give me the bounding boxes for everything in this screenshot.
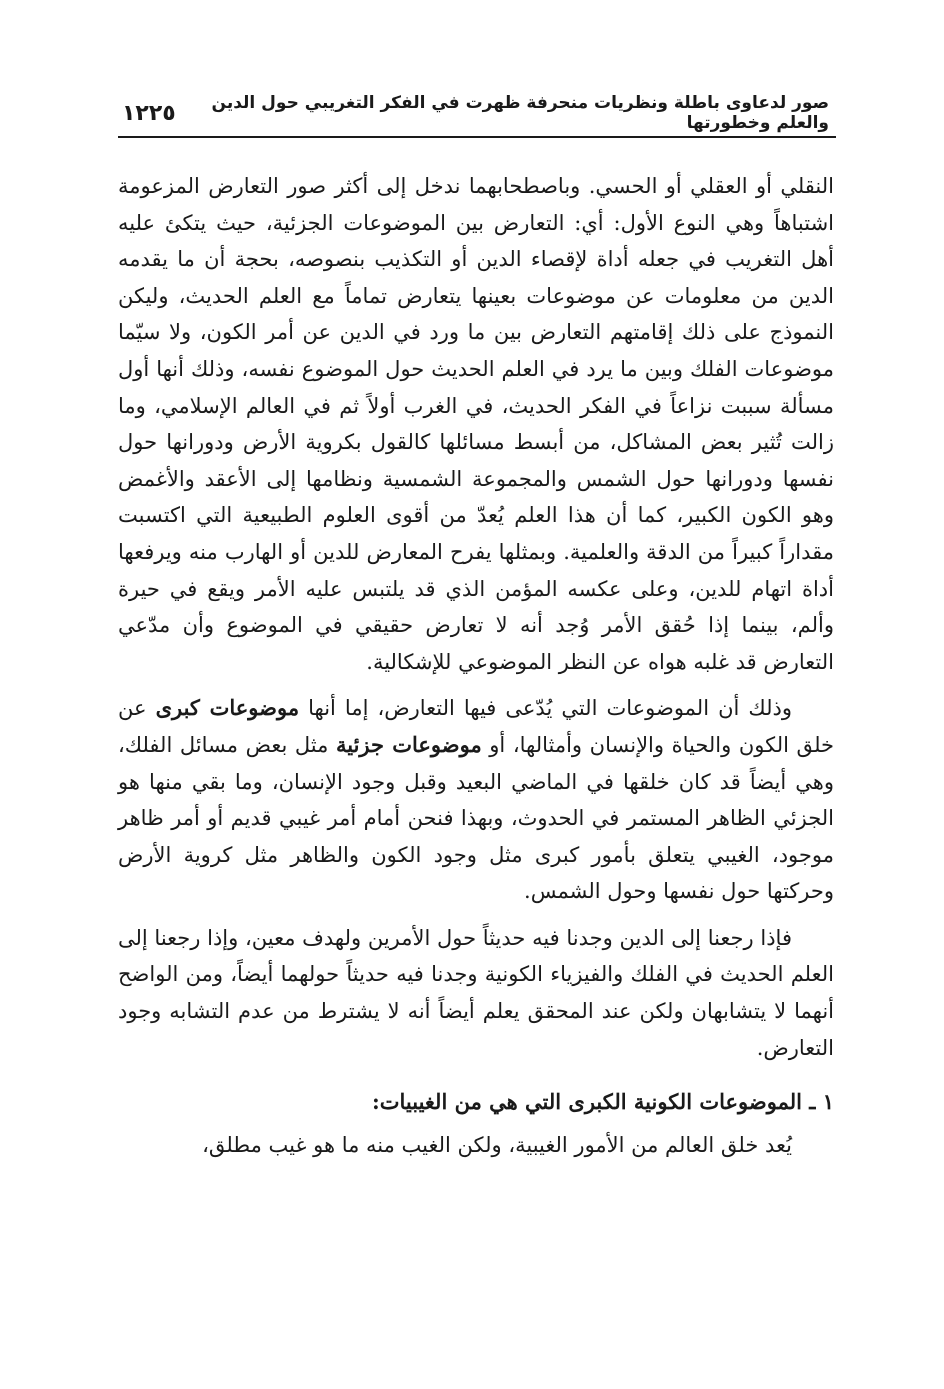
paragraph-2-segment: مثل بعض مسائل الفلك، وهي أيضاً قد كان خلقها في الماضي البعيد وقبل وجود الإنسان، وما بقي منها هو الجزئي الظاهر المستمر في الحدوث، وبهذا فنحن أمام أمر غيبي قديم أو أمر ظاهر موجود، الغيبي يتعلق بأمور كبرى مثل وجود الكون والظاهر مثل كروية الأرض وحركتها حول نفسها وحول الشمس.: [118, 732, 834, 904]
section-paragraph: يُعد خلق العالم من الأمور الغيبية، ولكن الغيب منه ما هو غيب مطلق،: [202, 1132, 792, 1157]
bold-term-major-topics: موضوعات كبرى: [155, 695, 300, 721]
paragraph-2: [118, 690, 834, 910]
page-header: [122, 95, 829, 131]
section-heading: ١ ـ الموضوعات الكونية الكبرى التي هي من الغيبيات:: [371, 1089, 834, 1115]
paragraph-2-segment: وذلك أن الموضوعات التي يُدّعى فيها التعارض، إما أنها: [299, 696, 792, 721]
paragraph-3: فإذا رجعنا إلى الدين وجدنا فيه حديثاً حول الأمرين ولهدف معين، وإذا رجعنا إلى العلم الحديث في الفلك والفيزياء الكونية وجدنا فيه حديثاً حولهما أيضاً، ومن الواضح أنهما لا يتشابهان ولكن عند المحقق يعلم أيضاً أنه لا يشترط من عدم التشابه وجود التعارض.: [118, 925, 834, 1060]
paragraph-1: النقلي أو العقلي أو الحسي. وباصطحابهما ندخل إلى أكثر صور التعارض المزعومة اشتباهاً وهي النوع الأول: أي: التعارض بين الموضوعات الجزئية، حيث يتكئ عليه أهل التغريب في جعله أداة لإقصاء الدين أو التكذيب بنصوصه، بحجة أن ما يقدمه الدين من معلومات عن موضوعات بعينها يتعارض تماماً مع العلم الحديث، وليكن النموذج على ذلك إقامتهم التعارض بين ما ورد في الدين عن أمر الكون، ولا سيّما موضوعات الفلك وبين ما يرد في العلم الحديث حول الموضوع نفسه، وذلك أنها أول مسألة سببت نزاعاً في الفكر الحديث، في الغرب أولاً ثم في العالم الإسلامي، وما زالت تُثير بعض المشاكل، من أبسط مسائلها كالقول بكروية الأرض ودورانها حول نفسها ودورانها حول الشمس والمجموعة الشمسية ونظامها إلى الأعقد والأغمض وهو الكون الكبير، كما أن هذا العلم يُعدّ من أقوى العلوم الطبيعية التي اكتسبت مقداراً كبيراً من الدقة والعلمية. وبمثلها يفرح المعارض للدين أو الهارب منه ويرفعها أداة اتهام للدين، وعلى عكسه المؤمن الذي قد يلتبس عليه الأمر ويقع في حيرة وألم، بينما إذا حُقق الأمر وُجد أنه لا تعارض حقيقي في الموضوع وأن مدّعي التعارض قد غلبه هواه عن النظر الموضوعي للإشكالية.: [118, 174, 834, 674]
page-number: ١٢٢٥: [122, 100, 176, 126]
bold-term-partial-topics: موضوعات جزئية: [335, 731, 482, 757]
body-text: [118, 168, 834, 1163]
running-title: صور لدعاوى باطلة ونظريات منحرفة ظهرت في الفكر التغريبي حول الدين والعلم وخطورتها: [211, 93, 829, 133]
paragraph-2-segment: عن خلق الكون والحياة والإنسان وأمثالها، أو: [118, 696, 835, 757]
header-rule: [118, 136, 836, 138]
